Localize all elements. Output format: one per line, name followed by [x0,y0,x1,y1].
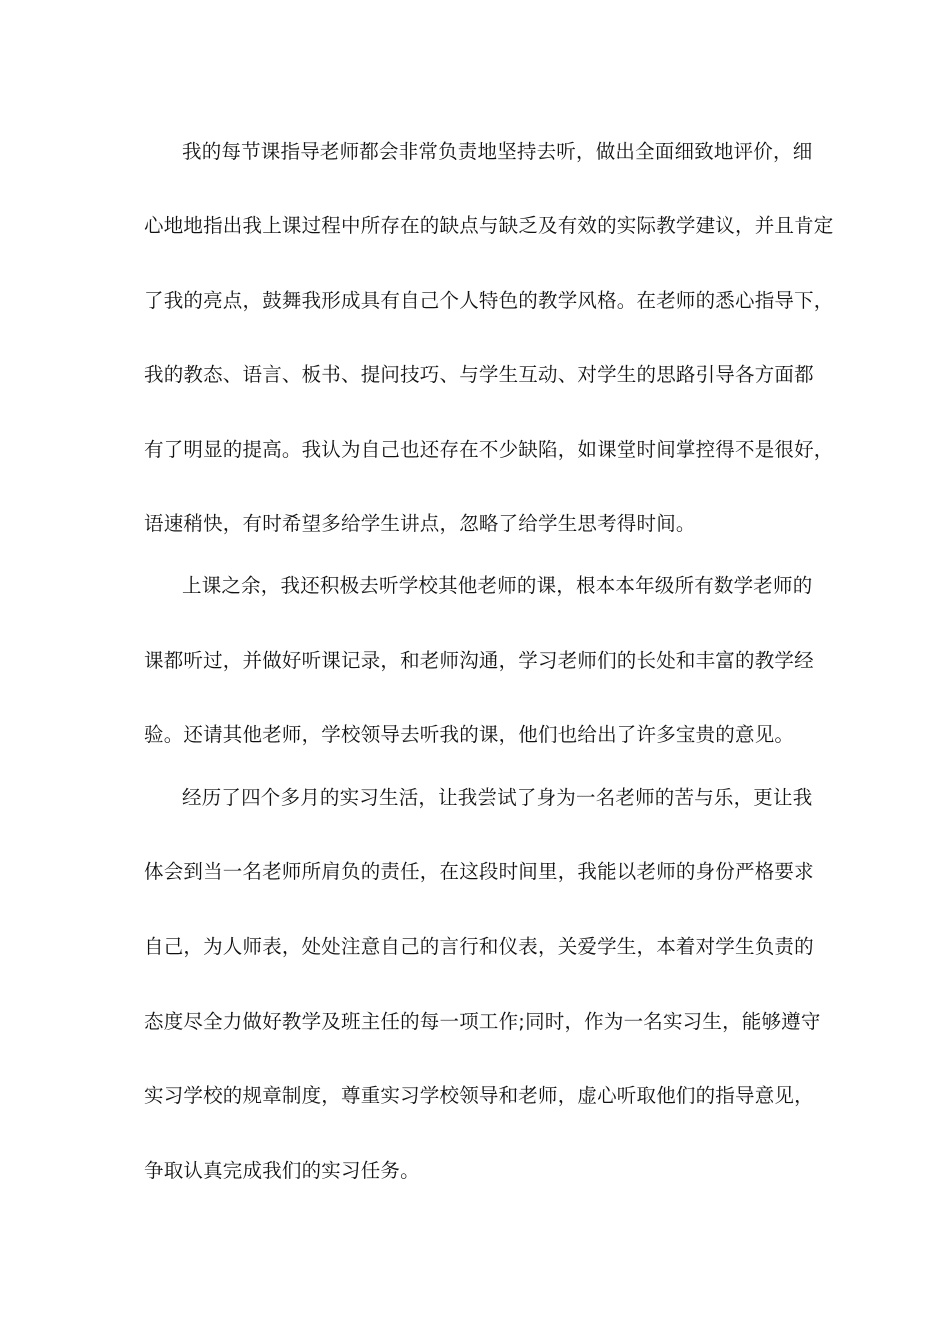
paragraph-1-line-2: 心地地指出我上课过程中所存在的缺点与缺乏及有效的实际教学建议，并且肯定 [144,214,834,237]
paragraph-2-line-1: 上课之余，我还积极去听学校其他老师的课，根本本年级所有数学老师的 [182,574,813,597]
paragraph-2-line-2: 课都听过，并做好听课记录，和老师沟通，学习老师们的长处和丰富的教学经 [144,649,814,672]
paragraph-1-line-4: 我的教态、语言、板书、提问技巧、与学生互动、对学生的思路引导各方面都 [144,363,814,386]
paragraph-1-line-5: 有了明显的提高。我认为自己也还存在不少缺陷，如课堂时间掌控得不是很好， [144,438,834,461]
paragraph-1-line-3: 了我的亮点，鼓舞我形成具有自己个人特色的教学风格。在老师的悉心指导下， [144,289,834,312]
paragraph-3-line-5: 实习学校的规章制度，尊重实习学校领导和老师，虚心听取他们的指导意见， [144,1084,814,1107]
paragraph-3-line-6: 争取认真完成我们的实习任务。 [144,1159,420,1182]
paragraph-3-line-3: 自己，为人师表，处处注意自己的言行和仪表，关爱学生，本着对学生负责的 [144,935,814,958]
paragraph-2-line-3: 验。还请其他老师，学校领导去听我的课，他们也给出了许多宝贵的意见。 [144,723,795,746]
paragraph-1-line-1: 我的每节课指导老师都会非常负责地坚持去听，做出全面细致地评价，细 [182,140,813,163]
paragraph-3-line-4: 态度尽全力做好教学及班主任的每一项工作;同时，作为一名实习生，能够遵守 [144,1010,821,1033]
paragraph-3-line-1: 经历了四个多月的实习生活，让我尝试了身为一名老师的苦与乐，更让我 [182,786,813,809]
paragraph-3-line-2: 体会到当一名老师所肩负的责任，在这段时间里，我能以老师的身份严格要求 [144,860,814,883]
paragraph-1-line-6: 语速稍快，有时希望多给学生讲点，忽略了给学生思考得时间。 [144,512,696,535]
